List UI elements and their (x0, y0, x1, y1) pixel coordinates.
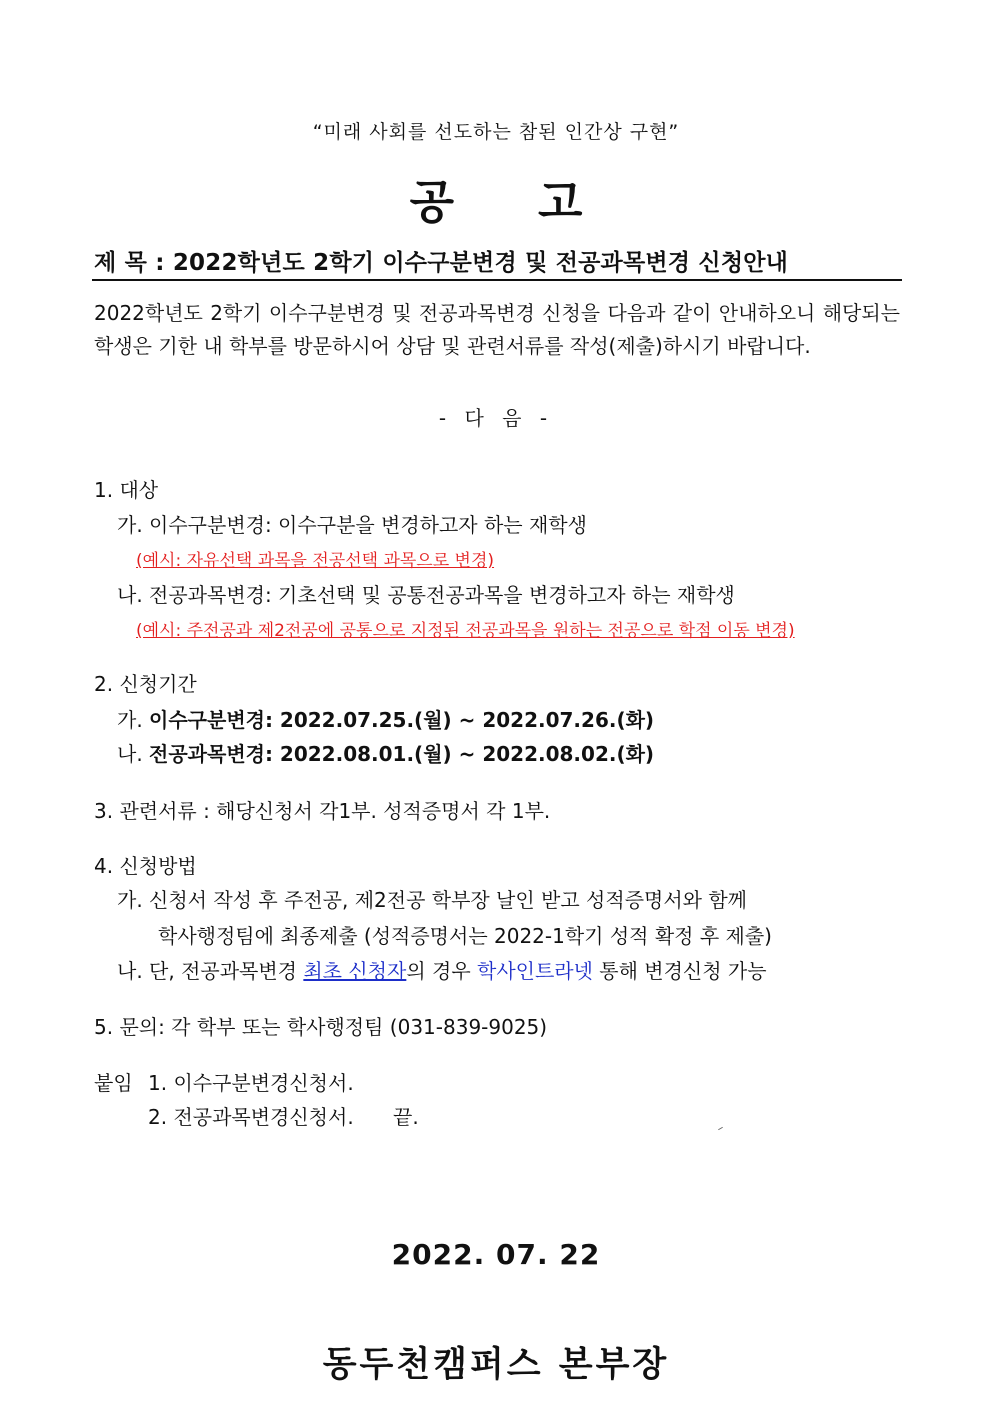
section1-note-b: (예시: 주전공과 제2전공에 공통으로 지정된 전공과목을 원하는 전공으로 학점 이동 변경) (136, 621, 795, 641)
intro-paragraph: 2022학년도 2학기 이수구분변경 및 전공과목변경 신청을 다음과 같이 안내하오니 해당되는 학생은 기한 내 학부를 방문하시어 상담 및 관련서류를 작성(제출)하시기 바랍니다. (94, 301, 900, 358)
end-mark: 끝. (393, 1105, 419, 1129)
stray-mark (718, 1127, 723, 1130)
section4-title: 4. 신청방법 (94, 854, 197, 878)
heading-char-1: 공 (409, 175, 454, 229)
section4-item-a-line1: 가. 신청서 작성 후 주전공, 제2전공 학부장 날인 받고 성적증명서와 함께 (117, 888, 747, 912)
section2-item-a-label: 이수구분변경 (149, 708, 265, 732)
section2-item-b-prefix: 나. (117, 742, 150, 766)
section2-item-a-prefix: 가. (117, 708, 150, 732)
attachment-item-1: 1. 이수구분변경신청서. (148, 1071, 354, 1095)
section4-item-b-prefix: 나. 단, 전공과목변경 (117, 959, 304, 983)
attachments-label: 붙임 (94, 1071, 133, 1095)
section2-item-a-dates: : 2022.07.25.(월) ~ 2022.07.26.(화) (264, 708, 655, 732)
notice-date: 2022. 07. 22 (391, 1238, 601, 1271)
subject-underline (92, 279, 902, 281)
section4-item-b-middle: 의 경우 (406, 959, 478, 983)
section4-item-b-suffix: 통해 변경신청 가능 (592, 959, 767, 983)
section2-title: 2. 신청기간 (94, 672, 197, 696)
section1-item-a: 가. 이수구분변경: 이수구분을 변경하고자 하는 재학생 (117, 513, 587, 537)
first-applicant-link[interactable]: 최초 신청자 (303, 959, 407, 983)
slogan: “미래 사회를 선도하는 참된 인간상 구현” (312, 121, 680, 143)
attachment-item-2: 2. 전공과목변경신청서. (148, 1105, 354, 1129)
subject-line: 제 목 : 2022학년도 2학기 이수구분변경 및 전공과목변경 신청안내 (94, 250, 789, 276)
section2-item-b (117, 738, 654, 767)
section2-item-b-dates: : 2022.08.01.(월) ~ 2022.08.02.(화) (264, 742, 655, 766)
notice-heading (0, 166, 992, 232)
section4-item-a-line2: 학사행정팀에 최종제출 (성적증명서는 2022-1학기 성적 확정 후 제출) (158, 924, 772, 948)
section3-text: 3. 관련서류 : 해당신청서 각1부. 성적증명서 각 1부. (94, 799, 551, 823)
heading-char-2: 고 (538, 175, 583, 229)
section2-item-b-label: 전공과목변경 (149, 742, 265, 766)
section1-title: 1. 대상 (94, 478, 159, 502)
section1-item-b: 나. 전공과목변경: 기초선택 및 공통전공과목을 변경하고자 하는 재학생 (117, 583, 735, 607)
intranet-text: 학사인트라넷 (477, 959, 593, 983)
issuer-name: 동두천캠퍼스 본부장 (322, 1345, 670, 1385)
section2-item-a (117, 704, 654, 733)
section5-text: 5. 문의: 각 학부 또는 학사행정팀 (031-839-9025) (94, 1015, 548, 1039)
center-mark: - 다 음 - (438, 406, 554, 430)
section4-item-b (117, 955, 767, 984)
section1-note-a: (예시: 자유선택 과목을 전공선택 과목으로 변경) (136, 551, 495, 571)
